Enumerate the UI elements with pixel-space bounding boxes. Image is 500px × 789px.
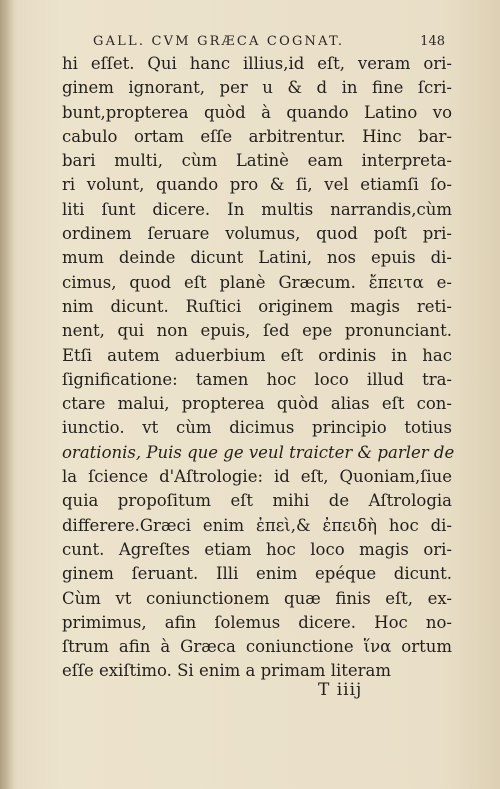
text-line: nim dicunt. Ruſtici originem magis reti-: [62, 296, 452, 316]
text-block: [62, 52, 455, 684]
text-line: ginem ſeruant. Illi enim epéque dicunt.: [62, 564, 452, 584]
running-title: GALL. CVM GRÆCA COGNAT.: [93, 34, 345, 49]
text-line: Etſi autem aduerbium eſt ordinis in hac: [62, 345, 452, 365]
text-line: quia propoſitum eſt mihi de Aſtrologia: [62, 491, 452, 511]
text-line: cimus, quod eſt planè Græcum. ἔπειτα e-: [62, 272, 452, 292]
text-line: la ſcience d'Aſtrologie: id eſt, Quoniam,ſiue: [62, 467, 452, 487]
gutter-shadow: [0, 0, 14, 789]
text-line: differere.Græci enim ἐπεὶ,& ἐπειδὴ hoc di-: [62, 515, 452, 535]
text-line: cabulo ortam eſſe arbitrentur. Hinc bar-: [62, 126, 452, 146]
text-line: liti ſunt dicere. In multis narrandis,cùm: [62, 199, 452, 219]
page-number: 148: [420, 34, 445, 49]
text-line: cunt. Agreſtes etiam hoc loco magis ori-: [62, 539, 452, 559]
text-line: orationis, Puis que ge veul traicter & parler de: [62, 442, 455, 462]
text-line: mum deinde dicunt Latini, nos epuis di-: [62, 248, 452, 268]
text-line: iunctio. vt cùm dicimus principio totius: [62, 418, 452, 438]
text-line: hi eſſet. Qui hanc illius,id eſt, veram ori-: [62, 54, 452, 73]
text-line: ordinem ſeruare volumus, quod poſt pri-: [62, 224, 452, 244]
text-line: ri volunt, quando pro & ſi, vel etiamſi ſo-: [62, 175, 452, 195]
text-line: bunt,propterea quòd à quando Latino vo: [62, 102, 452, 122]
signature-mark: T iiij: [318, 680, 363, 700]
text-line: ctare malui, propterea quòd alias eſt con-: [62, 394, 452, 414]
page-header: [93, 34, 445, 49]
text-line: ſignificatione: tamen hoc loco illud tra-: [62, 369, 452, 389]
text-line: eſſe exiſtimo. Si enim a primam literam: [62, 661, 392, 681]
text-line: ginem ignorant, per u & d in fine ſcri-: [62, 78, 452, 98]
text-line: primimus, afin ſolemus dicere. Hoc no-: [62, 612, 452, 632]
text-line: nent, qui non epuis, ſed epe pronunciant.: [62, 321, 452, 341]
text-line: Cùm vt coniunctionem quæ finis eſt, ex-: [62, 588, 452, 608]
text-line: ſtrum afin à Græca coniunctione ἵνα ortum: [62, 637, 452, 657]
text-line: bari multi, cùm Latinè eam interpreta-: [62, 151, 452, 171]
